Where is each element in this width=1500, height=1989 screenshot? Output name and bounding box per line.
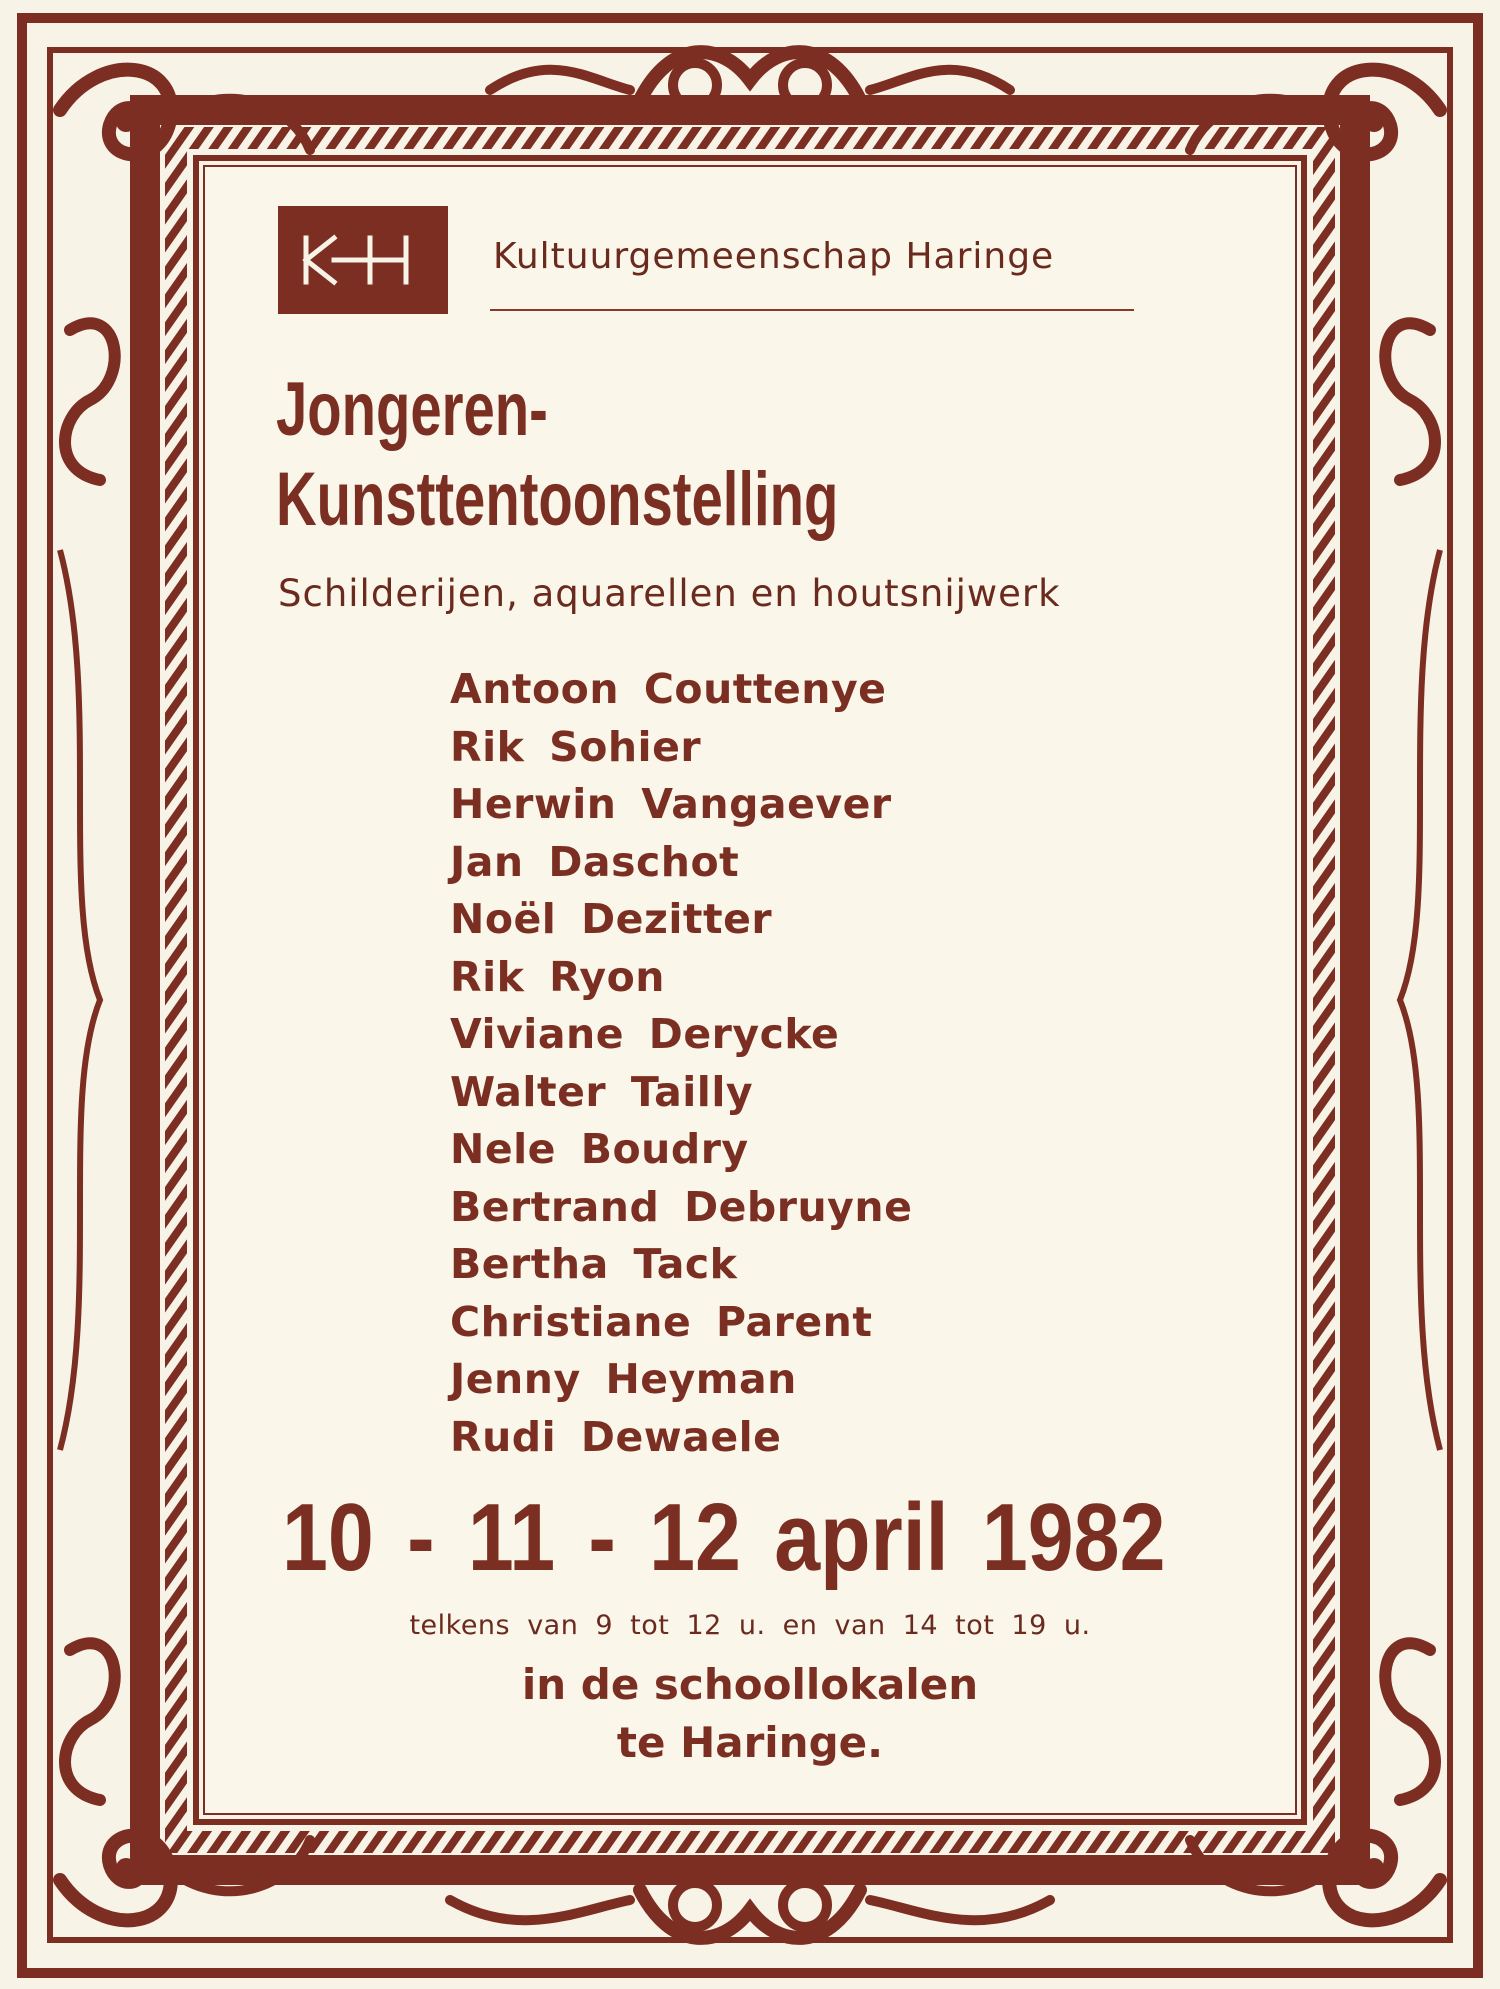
event-title-line1: Jongeren- [276, 367, 548, 452]
event-title-line2: Kunsttentoonstelling [276, 457, 839, 542]
opening-hours: telkens van 9 tot 12 u. en van 14 tot 19 u. [409, 1610, 1091, 1641]
event-dates: 10 - 11 - 12 april 1982 [282, 1484, 1166, 1591]
list-item: Bertha Tack [450, 1240, 738, 1288]
list-item: Jan Daschot [450, 837, 740, 886]
list-item: Jenny Heyman [450, 1355, 797, 1403]
venue-line2: te Haringe. [616, 1718, 884, 1767]
list-item: Antoon Couttenye [450, 665, 887, 713]
list-item: Rik Ryon [450, 952, 665, 1001]
kh-logo-icon [278, 206, 448, 314]
list-item: Rik Sohier [450, 722, 702, 771]
list-item: Herwin Vangaever [450, 780, 892, 828]
venue-line1: in de schoollokalen [521, 1660, 979, 1709]
list-item: Nele Boudry [450, 1125, 749, 1173]
list-item: Bertrand Debruyne [450, 1182, 913, 1231]
header-divider [490, 309, 1134, 311]
list-item: Noël Dezitter [450, 895, 773, 943]
organization-header [278, 206, 1134, 314]
list-item: Viviane Derycke [450, 1010, 840, 1058]
list-item: Christiane Parent [450, 1297, 873, 1346]
artist-list [450, 664, 912, 1469]
kh-logo [278, 206, 448, 314]
list-item: Walter Tailly [450, 1067, 754, 1116]
list-item: Rudi Dewaele [450, 1412, 782, 1461]
event-subtitle: Schilderijen, aquarellen en houtsnijwerk [278, 572, 1061, 615]
organization-name: Kultuurgemeenschap Haringe [493, 236, 1055, 277]
